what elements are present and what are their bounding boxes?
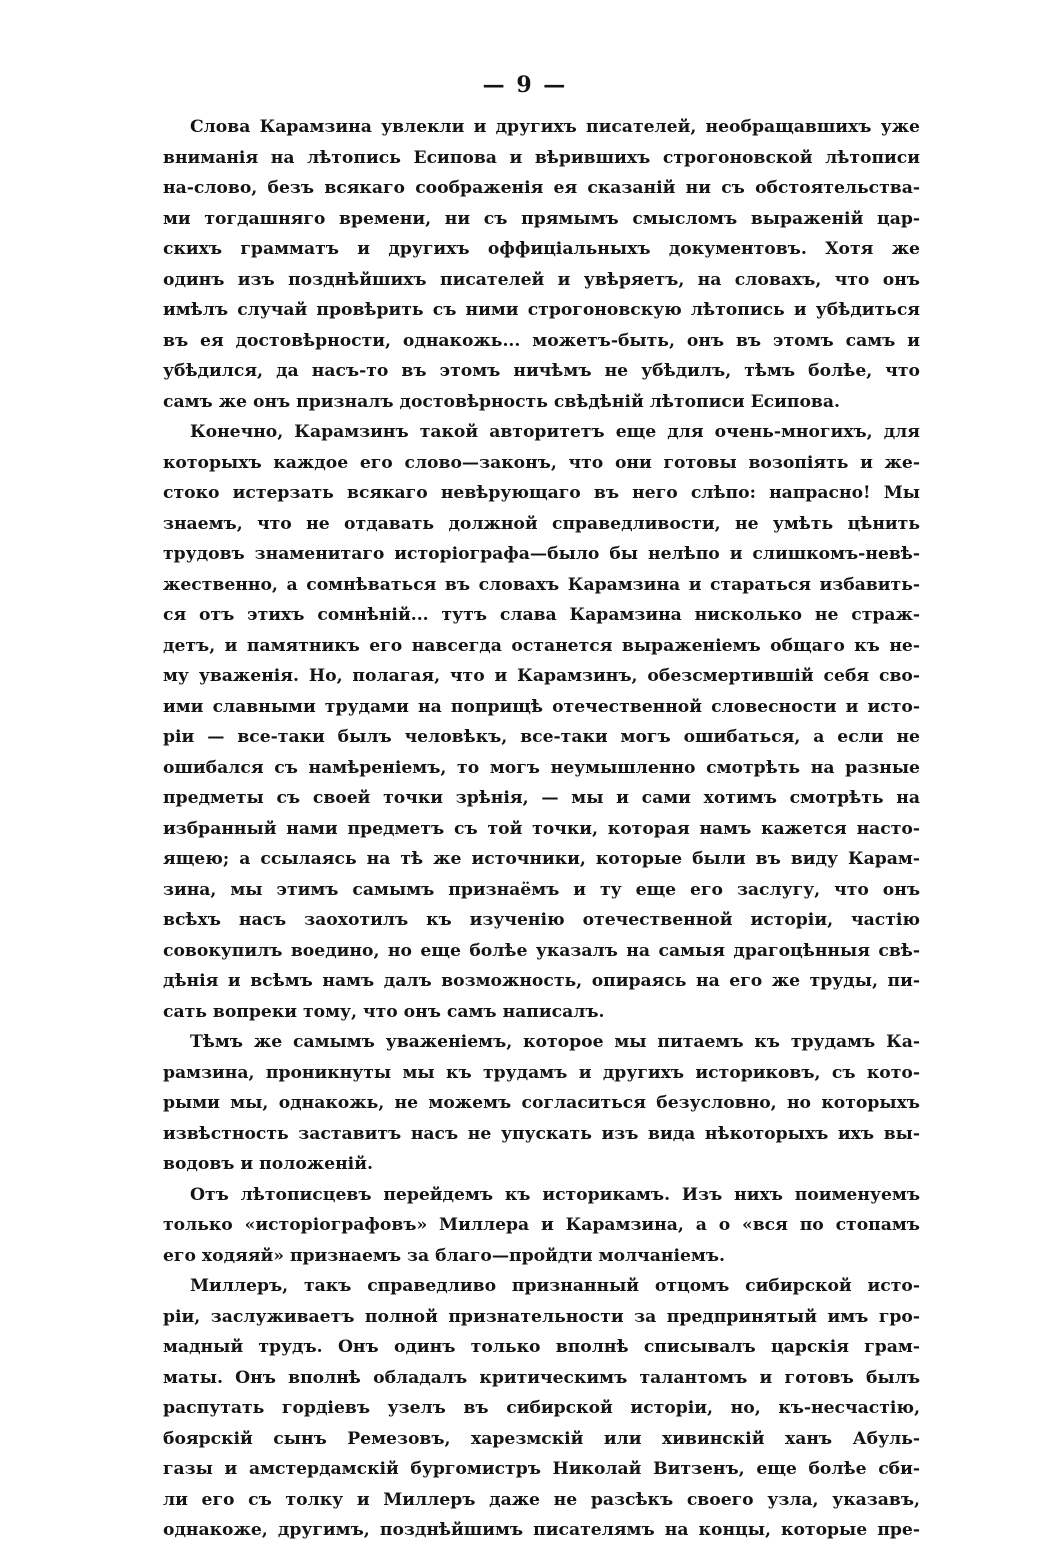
text-line: ріи — все-таки былъ человѣкъ, все-таки могъ ошибаться, а если не — [163, 727, 920, 747]
text-line: Отъ лѣтописцевъ перейдемъ къ историкамъ. Изъ нихъ поименуемъ — [190, 1184, 920, 1205]
text-line: однакоже, другимъ, позднѣйшимъ писателямъ на концы, которые пре- — [163, 1520, 920, 1540]
text-line: вниманія на лѣтопись Есипова и вѣрившихъ строгоновской лѣтописи — [163, 147, 920, 168]
text-line: му уваженія. Но, полагая, что и Карамзинъ, обезсмертившій себя сво- — [163, 666, 920, 686]
text-line: боярскій сынъ Ремезовъ, харезмскій или хивинскій ханъ Абуль- — [163, 1428, 920, 1449]
text-line: ящею; а ссылаясь на тѣ же источники, которые были въ виду Карам- — [163, 849, 920, 869]
text-line: въ ея достовѣрности, однакожь... можетъ-быть, онъ въ этомъ самъ и — [163, 330, 920, 351]
text-line: на-слово, безъ всякаго соображенія ея сказаній ни съ обстоятельства- — [163, 178, 920, 198]
text-line: рамзина, проникнуты мы къ трудамъ и другихъ историковъ, съ кото- — [163, 1062, 920, 1083]
text-line: имѣлъ случай провѣрить съ ними строгоновскую лѣтопись и убѣдиться — [163, 300, 920, 320]
page-number: — 9 — — [482, 72, 568, 98]
text-body — [163, 112, 920, 1546]
text-line: извѣстность заставитъ насъ не упускать изъ вида нѣкоторыхъ ихъ вы- — [163, 1123, 920, 1144]
text-line: скихъ грамматъ и другихъ оффиціальныхъ документовъ. Хотя же — [163, 239, 920, 259]
text-line: предметы съ своей точки зрѣнія, — мы и сами хотимъ смотрѣть на — [163, 788, 920, 808]
text-line: всѣхъ насъ заохотилъ къ изученію отечественной исторіи, частію — [163, 910, 920, 930]
text-line: ими славными трудами на поприщѣ отечественной словесности и исто- — [163, 696, 920, 717]
text-line: его ходяяй» признаемъ за благо—пройдти молчаніемъ. — [163, 1245, 726, 1266]
text-line: самъ же онъ призналъ достовѣрность свѣдѣній лѣтописи Есипова. — [163, 391, 840, 412]
text-line: Конечно, Карамзинъ такой авторитетъ еще для очень-многихъ, для — [190, 422, 920, 442]
text-line: жественно, а сомнѣваться въ словахъ Карамзина и стараться избавить- — [163, 574, 920, 595]
text-line: Слова Карамзина увлекли и другихъ писателей, необращавшихъ уже — [190, 117, 920, 137]
text-line: ми тогдашняго времени, ни съ прямымъ смысломъ выраженій цар- — [163, 208, 920, 229]
text-line: ся отъ этихъ сомнѣній... тутъ слава Карамзина нисколько не страж- — [163, 605, 920, 625]
text-line: рыми мы, однакожь, не можемъ согласиться безусловно, но которыхъ — [163, 1093, 920, 1113]
text-line: ли его съ толку и Миллеръ даже не разсѣкъ своего узла, указавъ, — [163, 1489, 920, 1510]
text-line: ріи, заслуживаетъ полной признательности за предпринятый имъ гро- — [163, 1306, 920, 1327]
text-line: ошибался съ намѣреніемъ, то могъ неумышленно смотрѣть на разные — [163, 757, 920, 778]
text-line: детъ, и памятникъ его навсегда останется выраженіемъ общаго къ не- — [163, 635, 920, 656]
text-line: Миллеръ, такъ справедливо признанный отцомъ сибирской исто- — [190, 1276, 920, 1296]
text-line: сать вопреки тому, что онъ самъ написалъ. — [163, 1001, 605, 1022]
text-line: водовъ и положеній. — [163, 1154, 373, 1174]
text-line: убѣдился, да насъ-то въ этомъ ничѣмъ не убѣдилъ, тѣмъ болѣе, что — [163, 361, 920, 381]
text-line: избранный нами предметъ съ той точки, которая намъ кажется насто- — [163, 818, 920, 839]
text-line: газы и амстердамскій бургомистръ Николай Витзенъ, еще болѣе сби- — [163, 1459, 920, 1479]
text-line: зина, мы этимъ самымъ признаёмъ и ту еще его заслугу, что онъ — [163, 879, 920, 900]
text-line: совокупилъ воедино, но еще болѣе указалъ на самыя драгоцѣнныя свѣ- — [163, 940, 920, 961]
text-line: знаемъ, что не отдавать должной справедливости, не умѣть цѣнить — [163, 513, 920, 534]
text-line: распутать гордіевъ узелъ въ сибирской исторіи, но, къ-несчастію, — [163, 1398, 920, 1418]
text-line: одинъ изъ позднѣйшихъ писателей и увѣряетъ, на словахъ, что онъ — [163, 269, 920, 290]
text-line: которыхъ каждое его слово—законъ, что они готовы возопіять и же- — [163, 452, 920, 473]
text-line: дѣнія и всѣмъ намъ далъ возможность, опираясь на его же труды, пи- — [163, 971, 920, 991]
text-line: только «исторіографовъ» Миллера и Карамзина, а о «вся по стопамъ — [163, 1215, 920, 1235]
text-line: маты. Онъ вполнѣ обладалъ критическимъ талантомъ и готовъ былъ — [163, 1367, 920, 1388]
text-line: трудовъ знаменитаго исторіографа—было бы нелѣпо и слишкомъ-невѣ- — [163, 544, 920, 564]
text-line: Тѣмъ же самымъ уваженіемъ, которое мы питаемъ къ трудамъ Ка- — [190, 1032, 920, 1052]
text-line: мадный трудъ. Онъ одинъ только вполнѣ списывалъ царскія грам- — [163, 1337, 920, 1357]
text-line: стоко истерзать всякаго невѣрующаго въ него слѣпо: напрасно! Мы — [163, 483, 920, 503]
